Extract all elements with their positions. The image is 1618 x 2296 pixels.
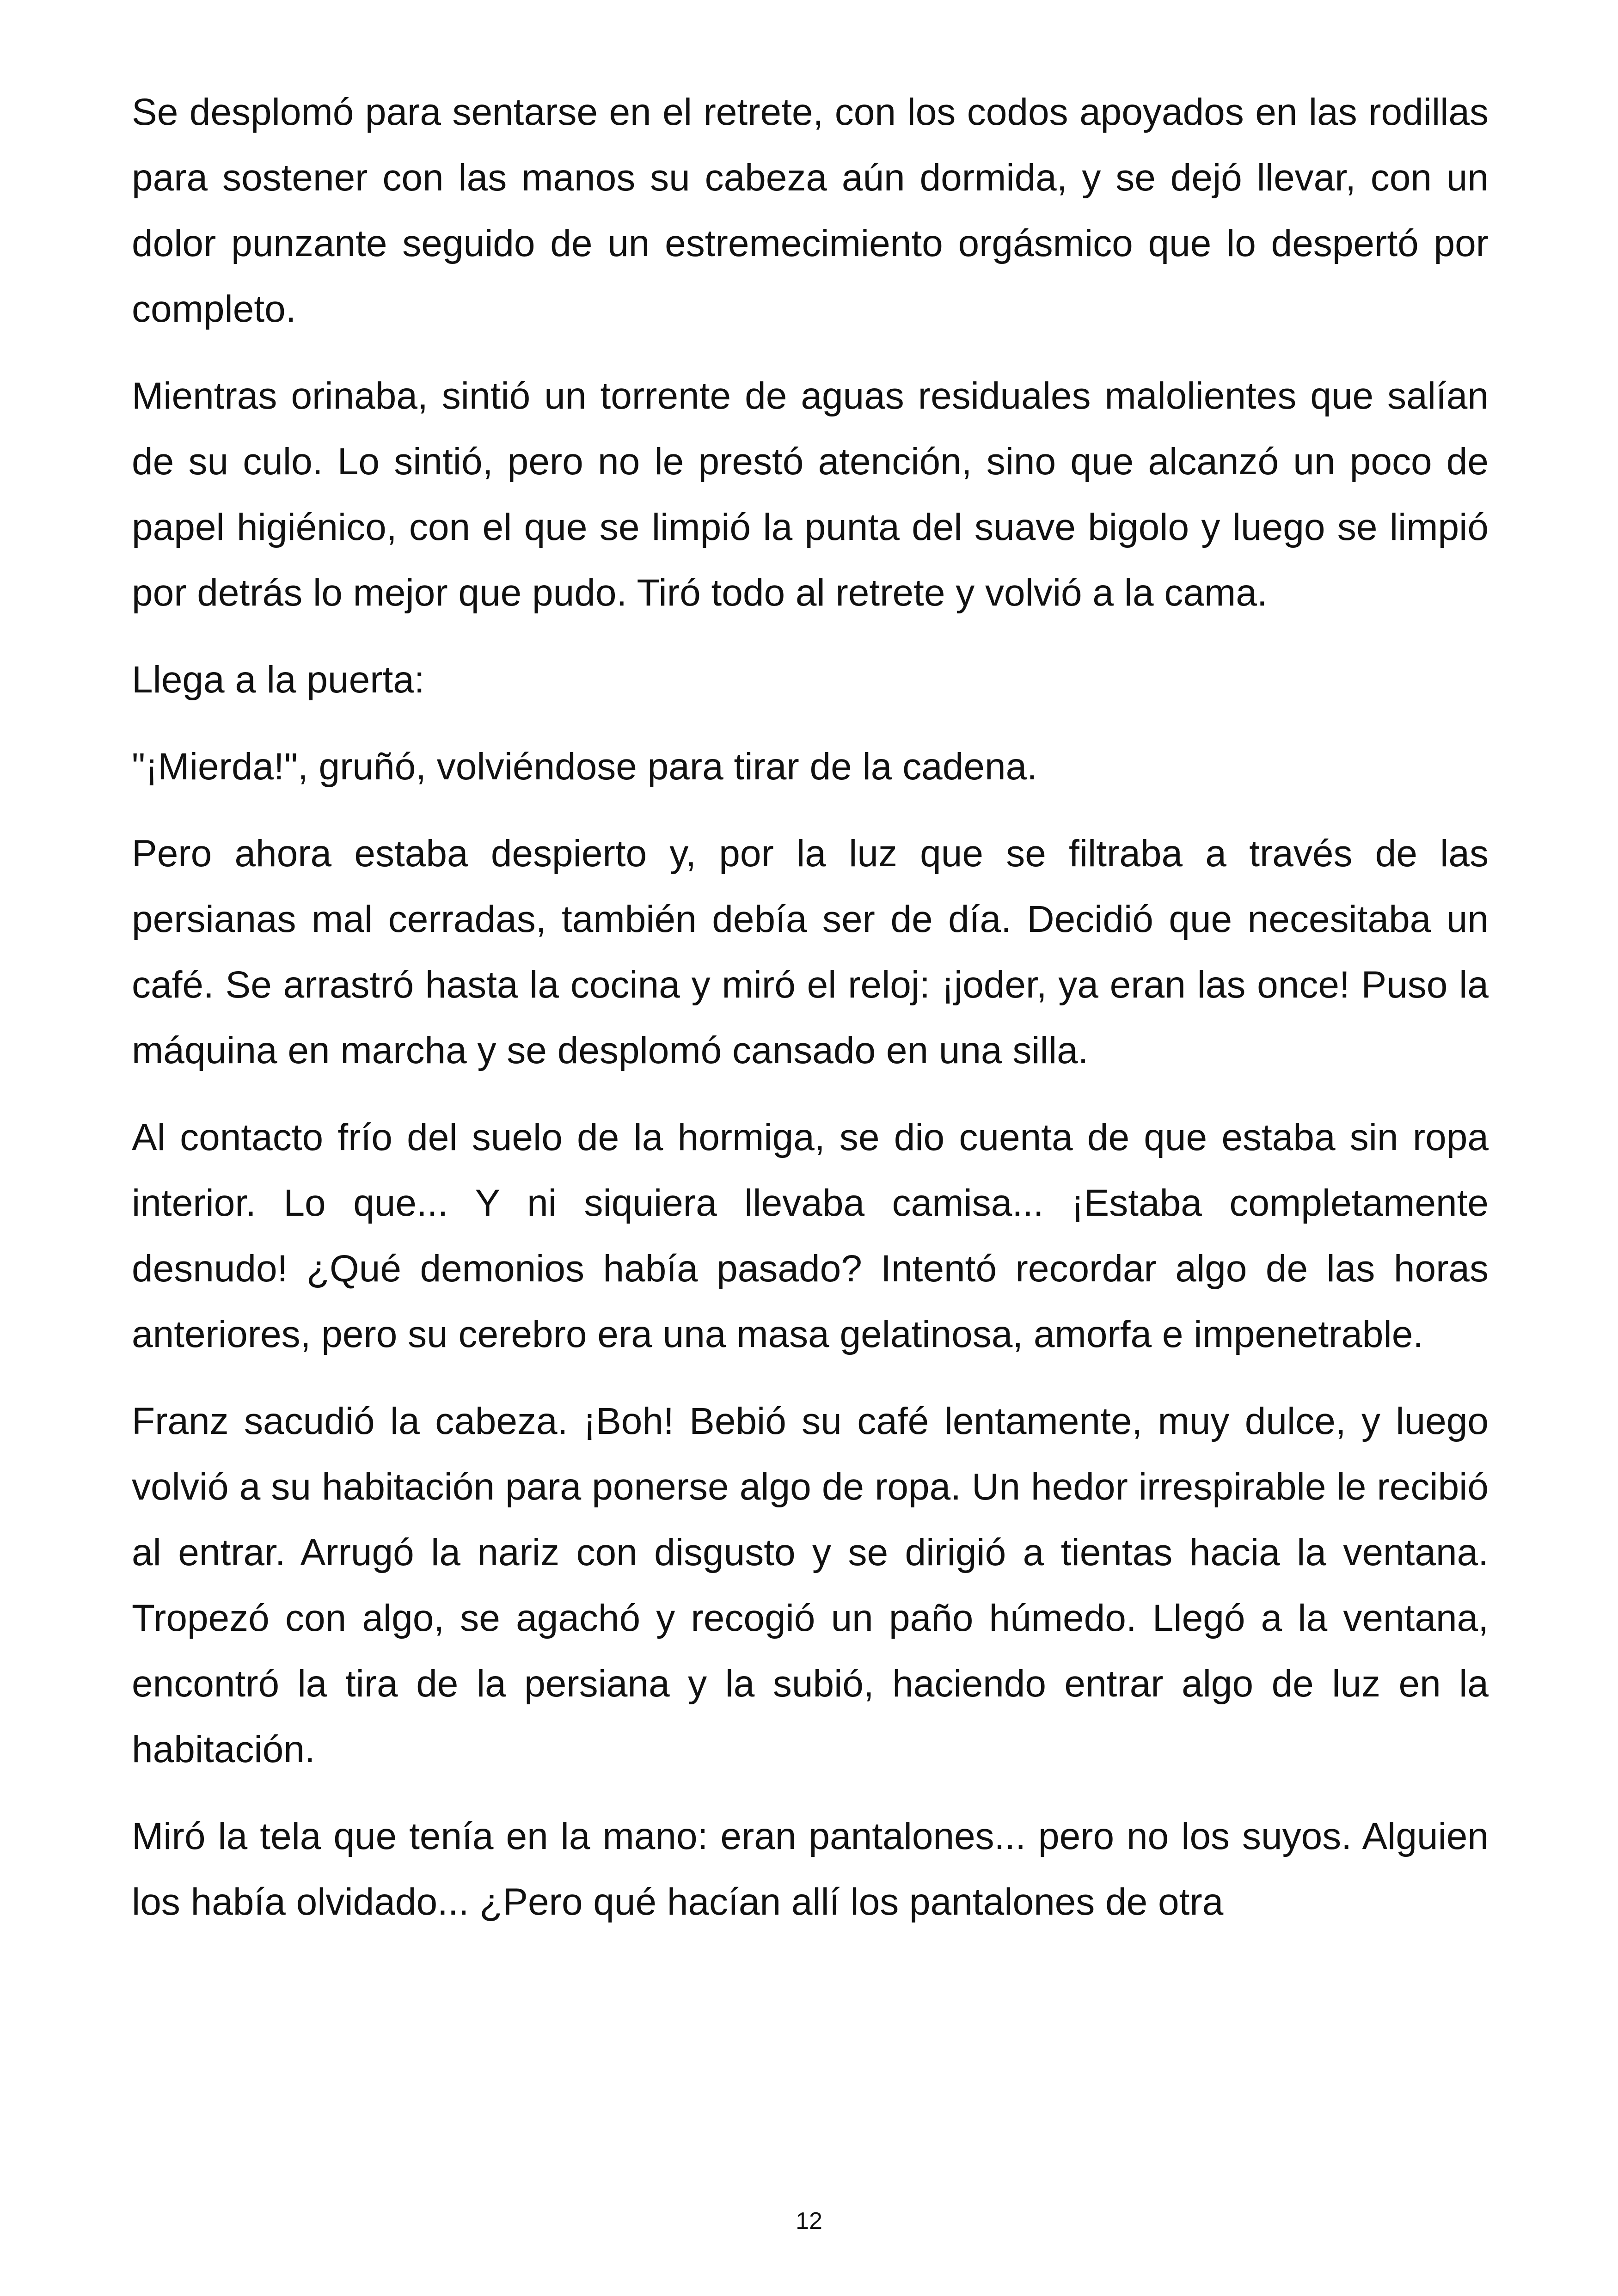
page-number: 12 (796, 2208, 822, 2235)
body-text (132, 80, 1489, 1956)
paragraph: Pero ahora estaba despierto y, por la luz que se filtraba a través de las persianas mal cerradas, también debía ser de día. Decidió que necesitaba un café. Se arrastró hasta la cocina y miró el reloj: ¡joder, ya eran las once! Puso la máquina en marcha y se desplomó cansado en una silla. (132, 833, 1489, 1071)
paragraph: Miró la tela que tenía en la mano: eran pantalones... pero no los suyos. Alguien los había olvidado... ¿Pero qué hacían allí los pantalones de otra (132, 1815, 1489, 1923)
paragraph: Al contacto frío del suelo de la hormiga, se dio cuenta de que estaba sin ropa interior. Lo que... Y ni siquiera llevaba camisa... ¡Estaba completamente desnudo! ¿Qué demonios había pasado? Intentó recordar algo de las horas anteriores, pero su cerebro era una masa gelatinosa, amorfa e impenetrable. (132, 1116, 1489, 1355)
paragraph: Mientras orinaba, sintió un torrente de aguas residuales malolientes que salían de su culo. Lo sintió, pero no le prestó atención, sino que alcanzó un poco de papel higiénico, con el que se limpió la punta del suave bigolo y luego se limpió por detrás lo mejor que pudo. Tiró todo al retrete y volvió a la cama. (132, 375, 1489, 614)
paragraph: Franz sacudió la cabeza. ¡Boh! Bebió su café lentamente, muy dulce, y luego volvió a su habitación para ponerse algo de ropa. Un hedor irrespirable le recibió al entrar. Arrugó la nariz con disgusto y se dirigió a tientas hacia la ventana. Tropezó con algo, se agachó y recogió un paño húmedo. Llegó a la ventana, encontró la tira de la persiana y la subió, haciendo entrar algo de luz en la habitación. (132, 1400, 1489, 1770)
paragraph: Se desplomó para sentarse en el retrete, con los codos apoyados en las rodillas para sostener con las manos su cabeza aún dormida, y se dejó llevar, con un dolor punzante seguido de un estremecimiento orgásmico que lo despertó por completo. (132, 91, 1489, 330)
paragraph: "¡Mierda!", gruñó, volviéndose para tirar de la cadena. (132, 746, 1037, 788)
paragraph: Llega a la puerta: (132, 659, 425, 701)
